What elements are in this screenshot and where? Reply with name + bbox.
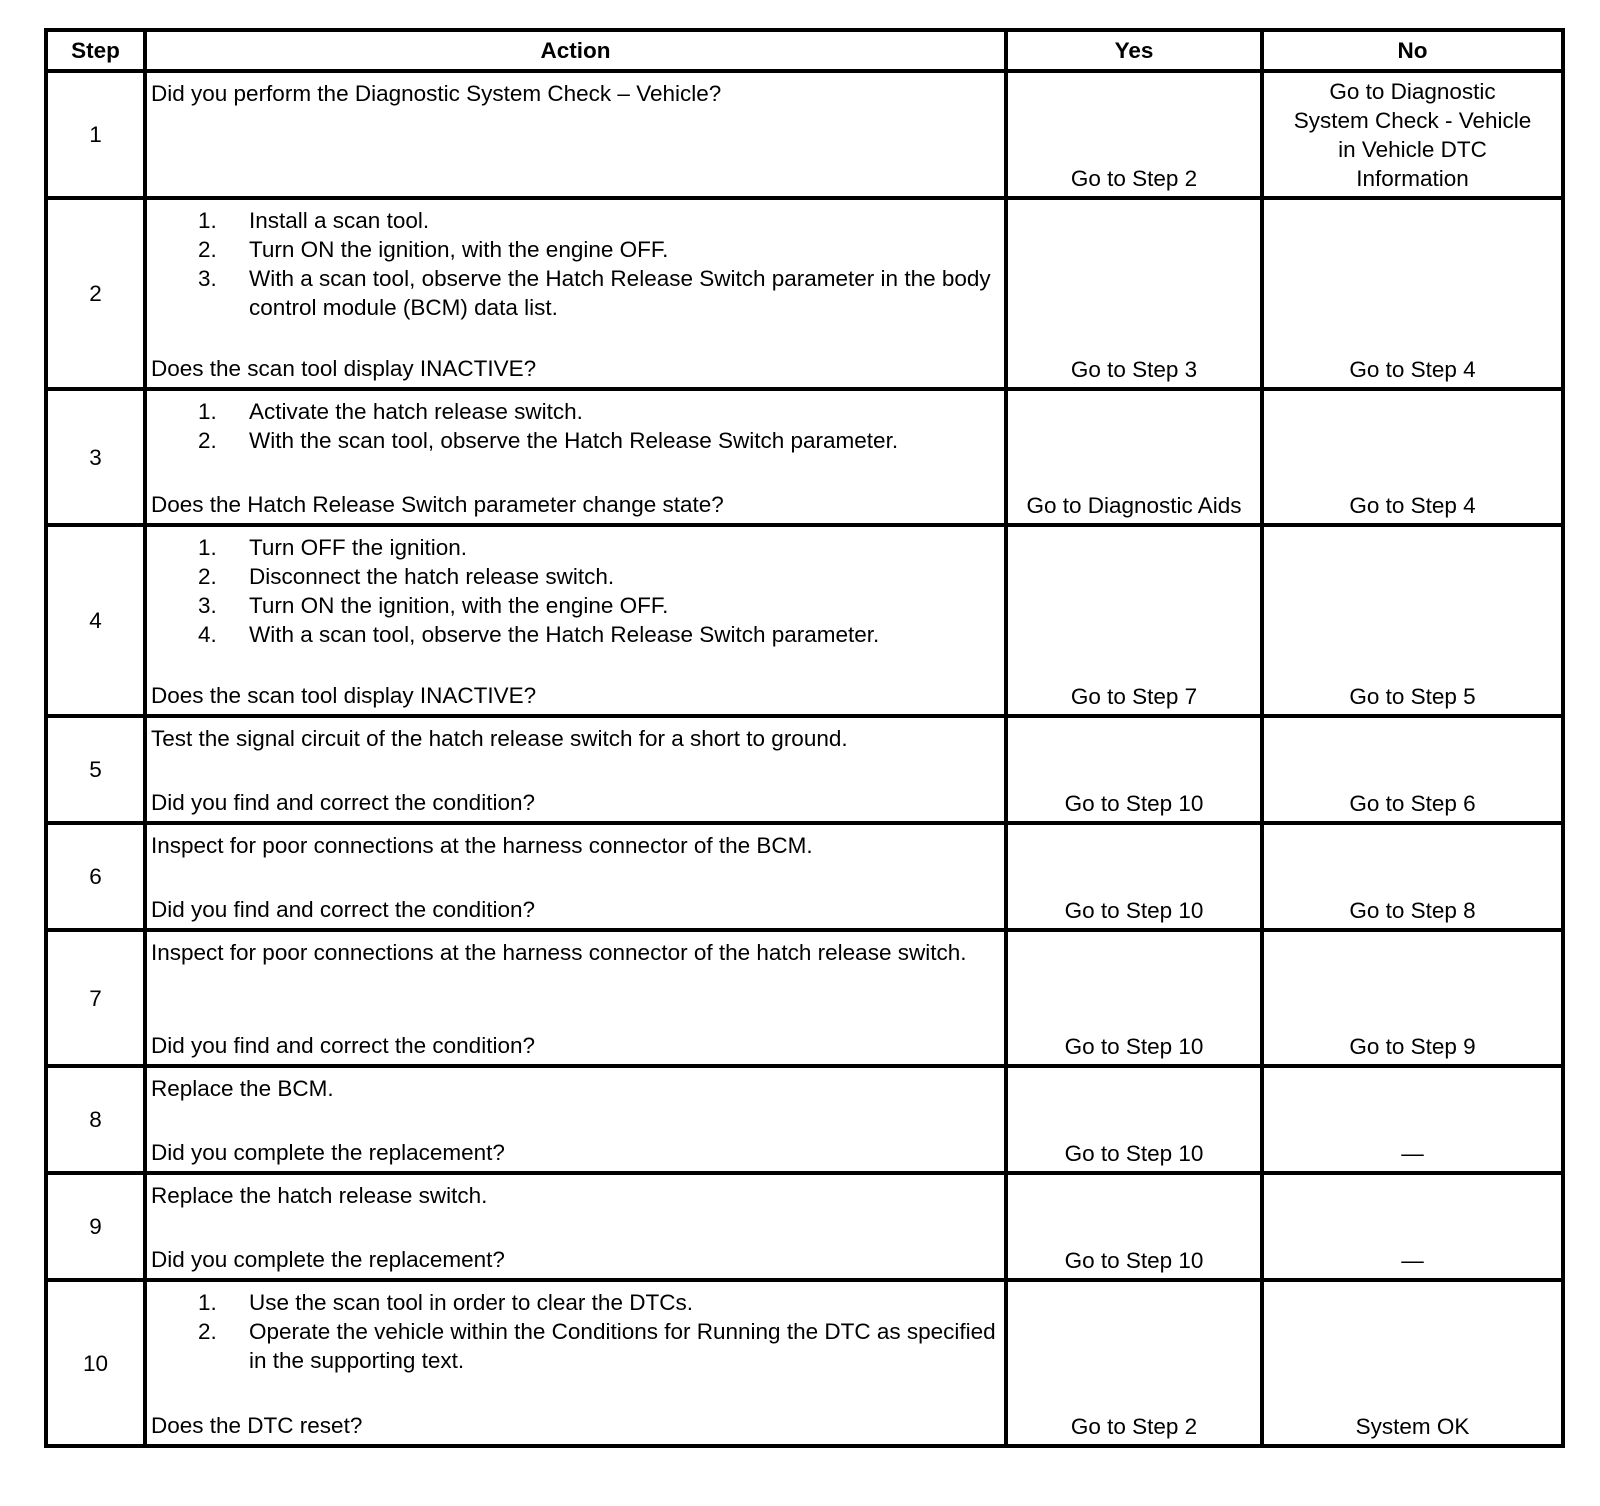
action-step-item: Operate the vehicle within the Conditions for Running the DTC as specified in the supporting text. <box>249 1319 996 1373</box>
yes-result: Go to Step 10 <box>1006 1173 1262 1280</box>
action-question: Does the scan tool display INACTIVE? <box>151 683 537 708</box>
table-row <box>46 930 1563 1066</box>
yes-result: Go to Step 7 <box>1006 525 1262 716</box>
action-cell <box>145 389 1006 525</box>
yes-result: Go to Step 3 <box>1006 198 1262 389</box>
action-question: Did you find and correct the condition? <box>151 1033 535 1058</box>
no-result: Go to Step 6 <box>1262 716 1563 823</box>
table-row <box>46 198 1563 389</box>
action-question: Did you find and correct the condition? <box>151 897 535 922</box>
table-row <box>46 1280 1563 1446</box>
yes-result: Go to Step 2 <box>1006 1280 1262 1446</box>
action-question: Does the Hatch Release Switch parameter change state? <box>151 492 724 517</box>
table-row <box>46 389 1563 525</box>
no-result: Go to Step 4 <box>1262 198 1563 389</box>
step-number: 5 <box>46 716 145 823</box>
step-number: 9 <box>46 1173 145 1280</box>
action-question: Did you complete the replacement? <box>151 1247 505 1272</box>
action-cell <box>145 71 1006 198</box>
action-text: Inspect for poor connections at the harness connector of the BCM. <box>151 833 813 858</box>
action-question: Did you find and correct the condition? <box>151 790 535 815</box>
action-step-item: Install a scan tool. <box>249 208 430 233</box>
action-question: Does the scan tool display INACTIVE? <box>151 356 537 381</box>
table-row <box>46 525 1563 716</box>
action-steps-list <box>151 206 996 322</box>
action-step-item: Use the scan tool in order to clear the DTCs. <box>249 1290 693 1315</box>
no-result: Go to Step 9 <box>1262 930 1563 1066</box>
header-yes: Yes <box>1006 30 1262 71</box>
table-row <box>46 1173 1563 1280</box>
step-number: 7 <box>46 930 145 1066</box>
no-result: Go to Diagnostic System Check - Vehicle in Vehicle DTC Information <box>1262 71 1563 198</box>
header-step: Step <box>46 30 145 71</box>
action-cell <box>145 525 1006 716</box>
step-number: 3 <box>46 389 145 525</box>
yes-result: Go to Step 2 <box>1006 71 1262 198</box>
action-step-item: Turn ON the ignition, with the engine OFF. <box>249 237 669 262</box>
table-row <box>46 1066 1563 1173</box>
table-row <box>46 716 1563 823</box>
action-step-item: Disconnect the hatch release switch. <box>249 564 615 589</box>
action-step-item: With a scan tool, observe the Hatch Release Switch parameter. <box>249 622 880 647</box>
no-result: System OK <box>1262 1280 1563 1446</box>
action-steps-list <box>151 397 996 455</box>
action-text: Replace the hatch release switch. <box>151 1183 488 1208</box>
yes-result: Go to Step 10 <box>1006 823 1262 930</box>
action-question: Did you complete the replacement? <box>151 1140 505 1165</box>
table-row <box>46 71 1563 198</box>
action-question: Does the DTC reset? <box>151 1413 363 1438</box>
action-text: Replace the BCM. <box>151 1076 334 1101</box>
step-number: 1 <box>46 71 145 198</box>
action-steps-list <box>151 533 996 649</box>
yes-result: Go to Diagnostic Aids <box>1006 389 1262 525</box>
no-result: — <box>1262 1066 1563 1173</box>
step-number: 6 <box>46 823 145 930</box>
step-number: 8 <box>46 1066 145 1173</box>
action-cell <box>145 1280 1006 1446</box>
action-steps-list <box>151 1288 996 1375</box>
action-cell <box>145 1173 1006 1280</box>
action-cell <box>145 198 1006 389</box>
action-cell <box>145 823 1006 930</box>
action-text: Test the signal circuit of the hatch release switch for a short to ground. <box>151 726 848 751</box>
header-row <box>46 30 1563 71</box>
yes-result: Go to Step 10 <box>1006 930 1262 1066</box>
action-step-item: With the scan tool, observe the Hatch Release Switch parameter. <box>249 428 899 453</box>
step-number: 4 <box>46 525 145 716</box>
table-row <box>46 823 1563 930</box>
action-text: Inspect for poor connections at the harness connector of the hatch release switch. <box>151 940 967 965</box>
step-number: 2 <box>46 198 145 389</box>
action-step-item: With a scan tool, observe the Hatch Release Switch parameter in the body control module (BCM) data list. <box>249 266 991 320</box>
action-text: Did you perform the Diagnostic System Check – Vehicle? <box>151 81 722 106</box>
yes-result: Go to Step 10 <box>1006 716 1262 823</box>
action-cell <box>145 930 1006 1066</box>
action-step-item: Turn OFF the ignition. <box>249 535 468 560</box>
step-number: 10 <box>46 1280 145 1446</box>
action-cell <box>145 1066 1006 1173</box>
no-result: Go to Step 5 <box>1262 525 1563 716</box>
action-step-item: Activate the hatch release switch. <box>249 399 583 424</box>
action-cell <box>145 716 1006 823</box>
header-action: Action <box>145 30 1006 71</box>
no-result: Go to Step 8 <box>1262 823 1563 930</box>
diagnostic-table <box>44 28 1565 1448</box>
action-step-item: Turn ON the ignition, with the engine OFF. <box>249 593 669 618</box>
yes-result: Go to Step 10 <box>1006 1066 1262 1173</box>
no-result: — <box>1262 1173 1563 1280</box>
no-result: Go to Step 4 <box>1262 389 1563 525</box>
header-no: No <box>1262 30 1563 71</box>
